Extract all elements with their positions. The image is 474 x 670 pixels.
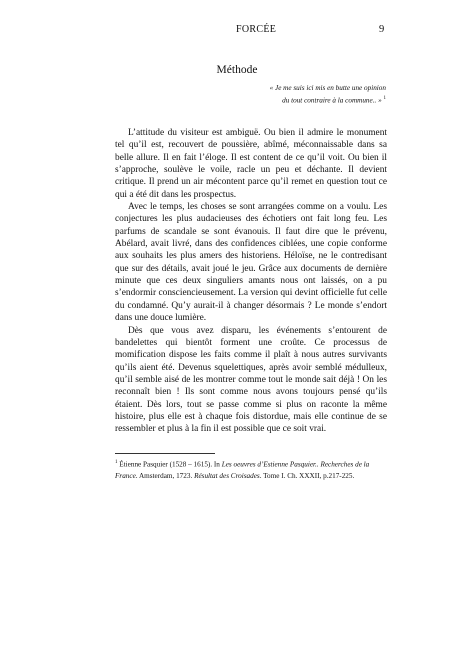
footnote-text-3: . Tome I. Ch. XXXII, p.217-225. bbox=[259, 472, 355, 481]
running-header-title: FORCÉE bbox=[236, 24, 277, 35]
footnote-work-title-2: Résultat des Croisades bbox=[194, 472, 260, 481]
epigraph-line-2 bbox=[166, 94, 386, 106]
paragraph: L’attitude du visiteur est ambiguë. Ou bien il admire le monument tel qu’il est, recouvert de poussière, abîmé, méconnaissable dans sa belle allure. Il en fait l’éloge. Il est content de ce qu’il voit. Ou bien il s’approche, soulève le voile, racle un peu et déchante. Il devient critique. Il prend un air mécontent parce qu’il remet en question tout ce qui a été dit dans les prospectus. bbox=[115, 128, 387, 200]
epigraph-footnote-ref: 1 bbox=[383, 95, 386, 101]
footnote-number: 1 bbox=[115, 460, 118, 465]
footnote bbox=[115, 457, 387, 483]
footnote-text-2: . Amsterdam, 1723. bbox=[135, 472, 195, 481]
footnote-separator bbox=[115, 453, 215, 454]
epigraph-line-2-text: du tout contraire à la commune.. » bbox=[282, 95, 382, 104]
section-title: Méthode bbox=[216, 64, 258, 76]
footnote-text-1: Étienne Pasquier (1528 – 1615). In bbox=[117, 460, 222, 469]
epigraph-line-1: « Je me suis ici mis en butte une opinion bbox=[269, 84, 386, 92]
epigraph bbox=[166, 84, 386, 105]
paragraph: Dès que vous avez disparu, les événements s’entourent de bandelettes qui bientôt forment une croûte. Ce processus de momification dispose les faits comme il plaît à nous autres survivants qu’ils aient été. Devenus squelettiques, après avoir semblé médulleux, qu’il semble aisé de les montrer comme tout le monde sait déjà ! On les reconnaît bien ! Ils sont comme nous avons toujours pensé qu’ils étaient. Dès lors, tout se passe comme si plus on raconte la même histoire, plus elle est à chaque fois distordue, mais elle continue de se ressembler et plus à la fin il est possible que ce soit vrai. bbox=[115, 325, 387, 435]
body-text bbox=[115, 127, 387, 436]
page-number: 9 bbox=[379, 24, 385, 35]
footnote-work-title-1: Les oeuvres d’Estienne Pasquier.. Recherches de la France bbox=[115, 460, 370, 481]
paragraph: Avec le temps, les choses se sont arrangées comme on a voulu. Les conjectures les plus audacieuses des échotiers ont fait long feu. Les parfums de scandale se sont évanouis. Il faut dire que le prévenu, Abélard, avait livré, dans des confidences ciblées, une copie conforme aux souhaits les plus amers des historiens. Héloïse, ne le contredisant que sur des détails, avait joué le jeu. Grâce aux documents de dernière minute que ces deux singuliers amants nous ont laissés, on a pu s’endormir consciencieusement. La version qui devint officielle fut celle du condamné. Qu’y aurait-il à changer désormais ? Le monde s’endort dans une douce lumière. bbox=[115, 202, 387, 324]
